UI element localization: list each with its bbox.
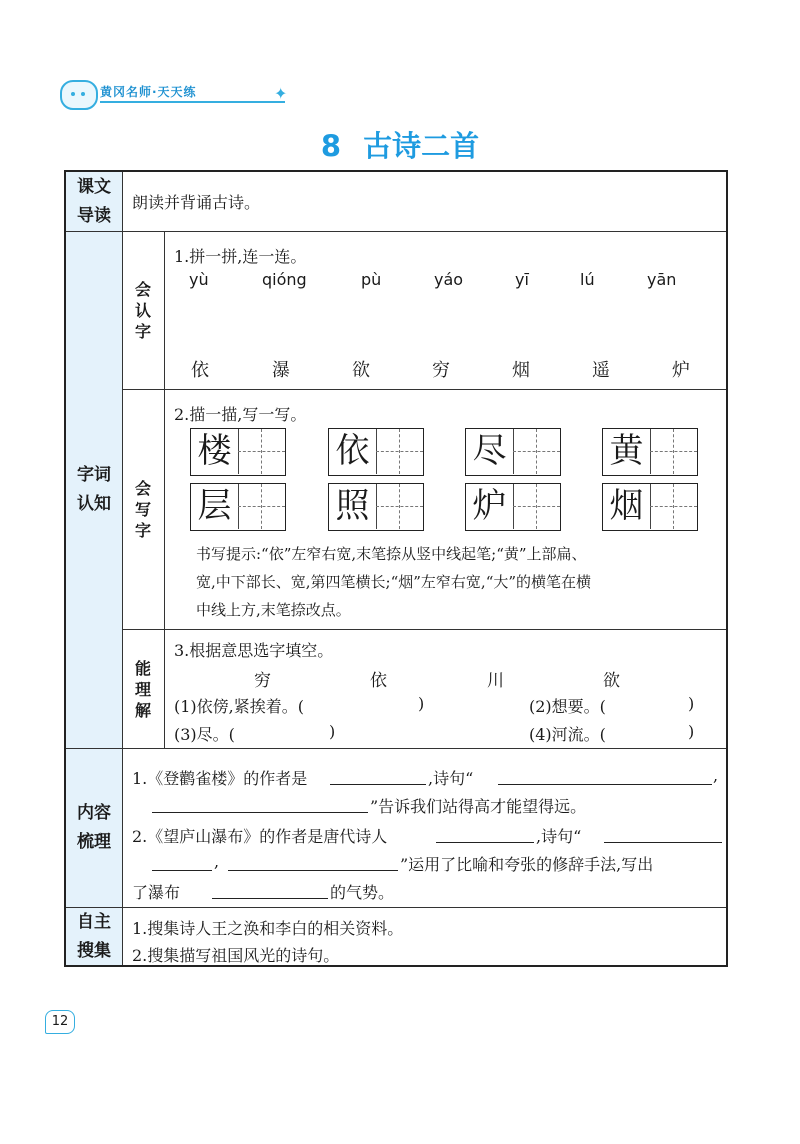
question-2: (2)想要。(	[529, 697, 606, 716]
content-label: 内容 梳理	[66, 749, 122, 907]
answer-blank[interactable]	[436, 824, 534, 843]
content-line: 的气势。	[330, 883, 395, 902]
model-character: 烟	[609, 486, 644, 526]
character: 依	[191, 360, 209, 381]
content-line: ,	[713, 766, 719, 785]
recognize-label: 会 认 字	[134, 280, 151, 341]
collect-item: 2.搜集描写祖国风光的诗句。	[132, 946, 340, 965]
content-line: ”告诉我们站得高才能望得远。	[370, 797, 587, 816]
content-line: ,诗句“	[536, 827, 582, 846]
collect-item: 1.搜集诗人王之涣和李白的相关资料。	[132, 919, 404, 938]
content-line: ”运用了比喻和夸张的修辞手法,写出	[400, 855, 654, 874]
content-line: ,	[214, 852, 220, 871]
writing-grid[interactable]	[190, 483, 286, 531]
sub-row-divider	[123, 389, 726, 390]
character: 烟	[512, 360, 530, 381]
writing-grid[interactable]	[602, 428, 698, 476]
row-divider	[66, 231, 726, 232]
close-paren: )	[688, 694, 695, 713]
character: 欲	[352, 360, 370, 381]
brand-header	[60, 80, 288, 108]
write-prompt: 2.描一描,写一写。	[174, 405, 307, 424]
model-character: 依	[335, 431, 370, 471]
close-paren: )	[329, 722, 336, 741]
writing-grid[interactable]	[328, 428, 424, 476]
row-divider	[66, 748, 726, 749]
question-1: (1)依傍,紧挨着。(	[174, 697, 304, 716]
writing-grid[interactable]	[602, 483, 698, 531]
character: 穷	[432, 360, 450, 381]
chars-label: 字词 认知	[66, 232, 122, 748]
star-icon: ✦	[274, 84, 288, 103]
row-divider	[66, 907, 726, 908]
choice-character: 欲	[603, 671, 620, 691]
writing-grid[interactable]	[328, 483, 424, 531]
content-line: ,诗句“	[428, 769, 474, 788]
character: 瀑	[272, 360, 290, 381]
page-number: 12	[45, 1010, 75, 1034]
answer-blank[interactable]	[212, 880, 328, 899]
writing-grid[interactable]	[465, 483, 561, 531]
pinyin: pù	[361, 270, 382, 289]
understand-prompt: 3.根据意思选字填空。	[174, 641, 334, 660]
answer-blank[interactable]	[498, 766, 712, 785]
model-character: 层	[197, 486, 232, 526]
column-divider	[122, 172, 123, 965]
bear-logo-icon	[60, 80, 98, 110]
answer-blank[interactable]	[604, 824, 722, 843]
choice-character: 穷	[254, 671, 271, 691]
write-label: 会 写 字	[134, 479, 151, 540]
recognize-prompt: 1.拼一拼,连一连。	[174, 247, 307, 266]
close-paren: )	[688, 722, 695, 741]
character: 遥	[592, 360, 610, 381]
writing-grid[interactable]	[190, 428, 286, 476]
pinyin: yù	[189, 270, 209, 289]
choice-character: 川	[487, 671, 504, 691]
answer-blank[interactable]	[330, 766, 426, 785]
close-paren: )	[418, 694, 425, 713]
question-4: (4)河流。(	[529, 725, 606, 744]
pinyin: qióng	[262, 270, 307, 289]
pinyin: lú	[580, 270, 595, 289]
model-character: 楼	[197, 431, 232, 471]
model-character: 尽	[472, 431, 507, 471]
answer-blank[interactable]	[228, 852, 398, 871]
brand-text: 黄冈名师·天天练	[100, 85, 197, 99]
model-character: 炉	[472, 486, 507, 526]
sub-column-divider	[164, 232, 165, 748]
writing-tip: 中线上方,末笔捺改点。	[196, 601, 351, 619]
answer-blank[interactable]	[152, 794, 368, 813]
character: 炉	[672, 360, 690, 381]
model-character: 照	[335, 486, 370, 526]
brand-underline	[100, 101, 285, 103]
lesson-number: 8	[320, 129, 342, 163]
content-line: 了瀑布	[132, 883, 181, 902]
answer-blank[interactable]	[152, 852, 212, 871]
choice-character: 依	[370, 671, 387, 691]
collect-label: 自主 搜集	[66, 908, 122, 965]
question-3: (3)尽。(	[174, 725, 235, 744]
content-line: 1.《登鹳雀楼》的作者是	[132, 769, 308, 788]
pinyin: yáo	[434, 270, 464, 289]
content-line: 2.《望庐山瀑布》的作者是唐代诗人	[132, 827, 388, 846]
writing-tip: 宽,中下部长、宽,第四笔横长;“烟”左窄右宽,“大”的横笔在横	[196, 573, 592, 591]
sub-row-divider	[123, 629, 726, 630]
writing-tip: 书写提示:“依”左窄右宽,末笔捺从竖中线起笔;“黄”上部扁、	[196, 545, 587, 563]
worksheet-table	[64, 170, 728, 967]
writing-grid[interactable]	[465, 428, 561, 476]
page-title	[0, 124, 800, 165]
model-character: 黄	[609, 431, 644, 471]
lesson-title: 古诗二首	[363, 129, 480, 163]
intro-text: 朗读并背诵古诗。	[132, 193, 261, 212]
intro-label: 课文 导读	[66, 172, 122, 231]
understand-label: 能 理 解	[134, 658, 151, 720]
pinyin: yī	[515, 270, 529, 289]
pinyin: yān	[647, 270, 677, 289]
